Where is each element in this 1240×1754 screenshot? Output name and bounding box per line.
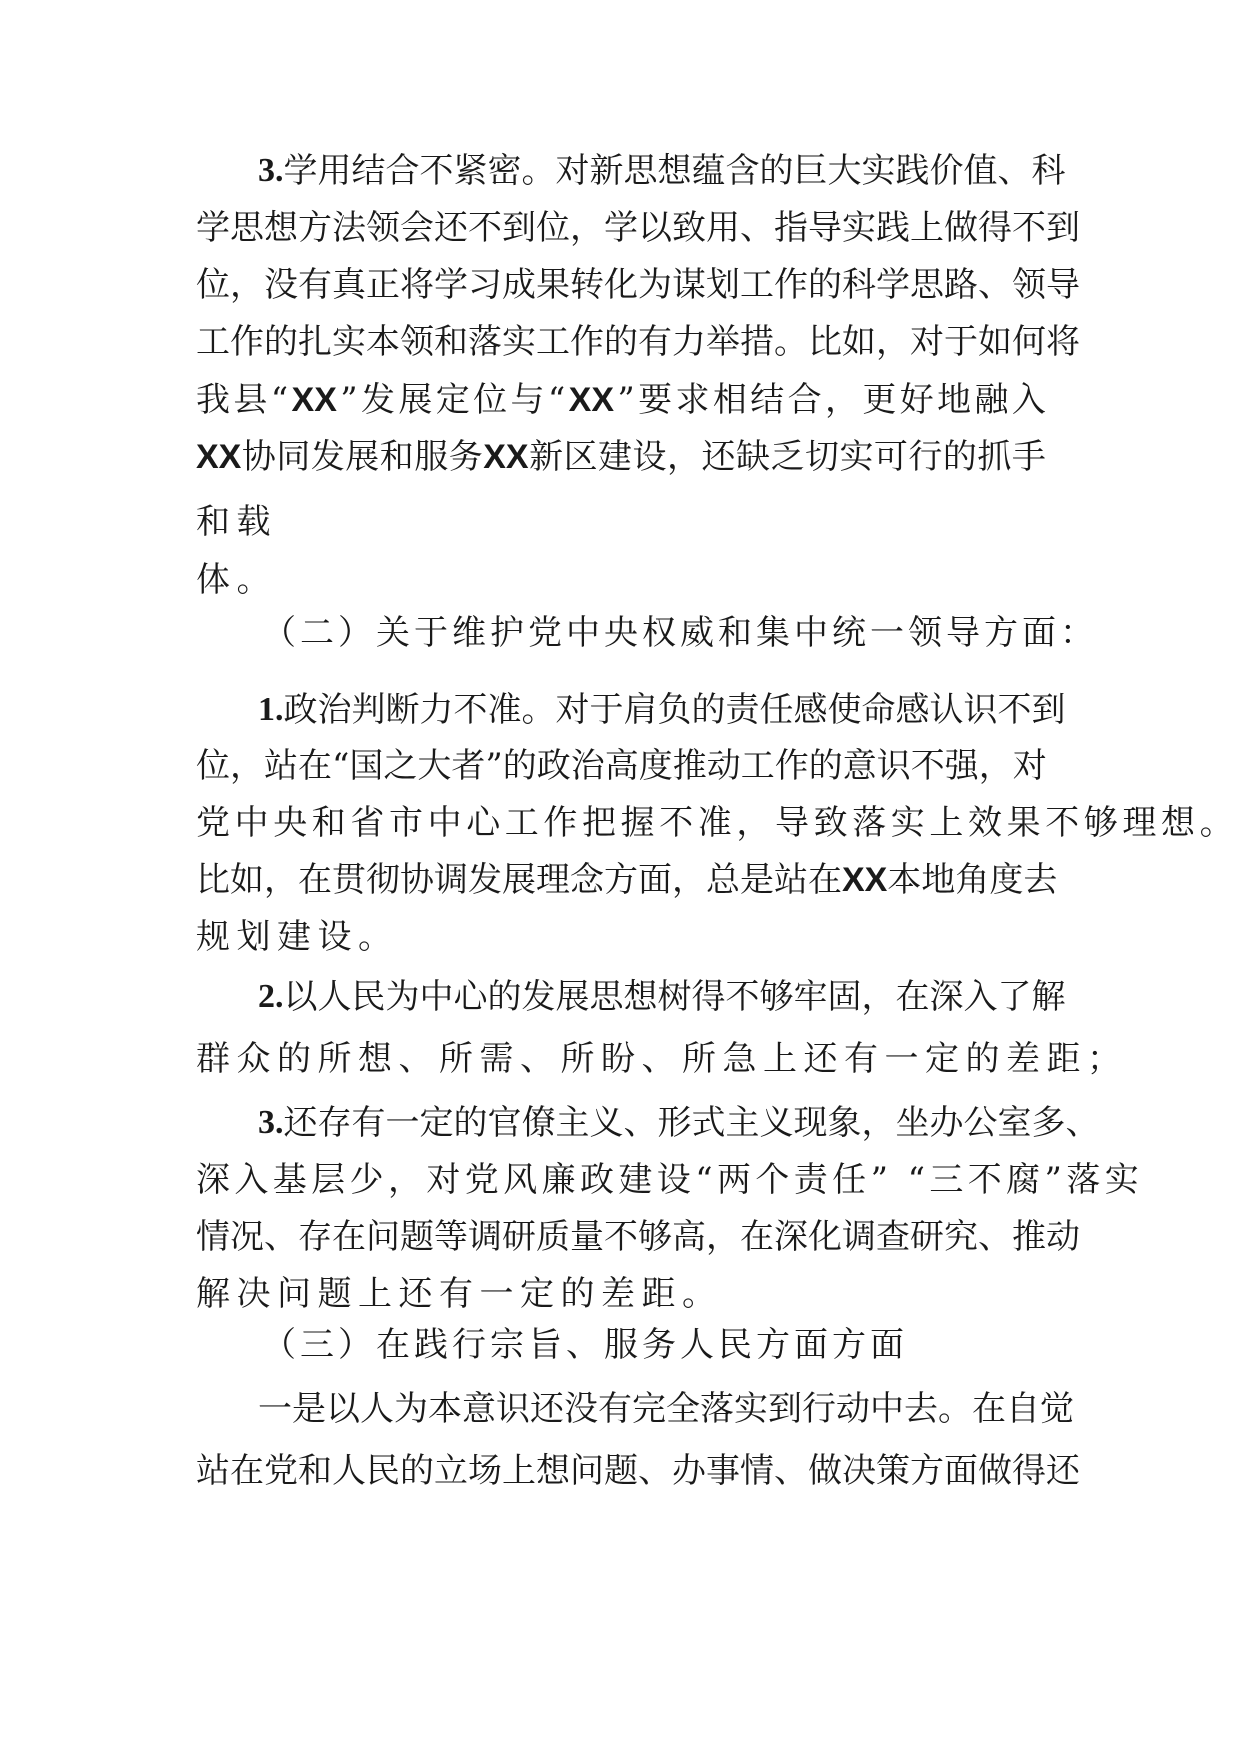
paragraph-2-line-5: 规划建设。 xyxy=(196,917,399,957)
paragraph-2-line-4: 比 如 ， 在 贯 彻 协 调 发 展 理 念 方 面 ， 总 是 站 在 XX 本 地 角 度 去 xyxy=(196,860,1058,900)
paragraph-1-line-7: 和载 xyxy=(196,502,277,542)
paragraph-4-line-2: 深入基层少，对党风廉政建设“两个责任” “三不腐”落实 xyxy=(196,1160,1144,1200)
paragraph-5-line-1: 一 是 以 人 为 本 意 识 还 没 有 完 全 落 实 到 行 动 中 去 。 在 自 觉 xyxy=(258,1389,1074,1429)
paragraph-1-line-2: 学 思 想 方 法 领 会 还 不 到 位 ， 学 以 致 用 、 指 导 实 践 上 做 得 不 到 xyxy=(196,208,1080,248)
paragraph-3-line-1: 2. 以 人 民 为 中 心 的 发 展 思 想 树 得 不 够 牢 固 ， 在 深 入 了 解 xyxy=(258,977,1066,1017)
paragraph-4-line-3: 情 况 、 存 在 问 题 等 调 研 质 量 不 够 高 ， 在 深 化 调 查 研 究 、 推 动 xyxy=(196,1217,1080,1257)
paragraph-3-line-2: 群众的所想、所需、所盼、所急上还有一定的差距； xyxy=(196,1039,1128,1079)
paragraph-4-line-4: 解决问题上还有一定的差距。 xyxy=(196,1274,723,1314)
paragraph-1-line-1: 3. 学 用 结 合 不 紧 密 。 对 新 思 想 蕴 含 的 巨 大 实 践 价 值 、 科 xyxy=(258,151,1066,191)
paragraph-1-line-4: 工 作 的 扎 实 本 领 和 落 实 工 作 的 有 力 举 措 。 比 如 ， 对 于 如 何 将 xyxy=(196,322,1080,362)
section-heading-3: （三）在践行宗旨、服务人民方面方面 xyxy=(262,1325,908,1365)
paragraph-1-line-6: XX 协 同 发 展 和 服 务 XX 新 区 建 设 ， 还 缺 乏 切 实 可 行 的 抓 手 xyxy=(196,437,1046,477)
section-heading-2: （二）关于维护党中央权威和集中统一领导方面： xyxy=(262,613,1098,653)
paragraph-5-line-2: 站 在 党 和 人 民 的 立 场 上 想 问 题 、 办 事 情 、 做 决 策 方 面 做 得 还 xyxy=(196,1451,1080,1491)
paragraph-1-line-5: 我 县 “ XX ” 发 展 定 位 与 “ XX ” 要 求 相 结 合 ， 更 好 地 融 入 xyxy=(196,380,1046,420)
paragraph-1-line-3: 位 ， 没 有 真 正 将 学 习 成 果 转 化 为 谋 划 工 作 的 科 学 思 路 、 领 导 xyxy=(196,265,1080,305)
paragraph-2-line-3: 党中央和省市中心工作把握不准，导致落实上效果不够理想。 xyxy=(196,803,1239,843)
paragraph-2-line-2: 位 ， 站 在 “ 国 之 大 者 ” 的 政 治 高 度 推 动 工 作 的 意 识 不 强 ， 对 xyxy=(196,746,1047,786)
paragraph-4-line-1: 3. 还 存 有 一 定 的 官 僚 主 义 、 形 式 主 义 现 象 ， 坐 办 公 室 多 、 xyxy=(258,1103,1100,1143)
paragraph-1-line-8: 体。 xyxy=(196,560,277,600)
paragraph-2-line-1: 1. 政 治 判 断 力 不 准 。 对 于 肩 负 的 责 任 感 使 命 感 认 识 不 到 xyxy=(258,690,1066,730)
